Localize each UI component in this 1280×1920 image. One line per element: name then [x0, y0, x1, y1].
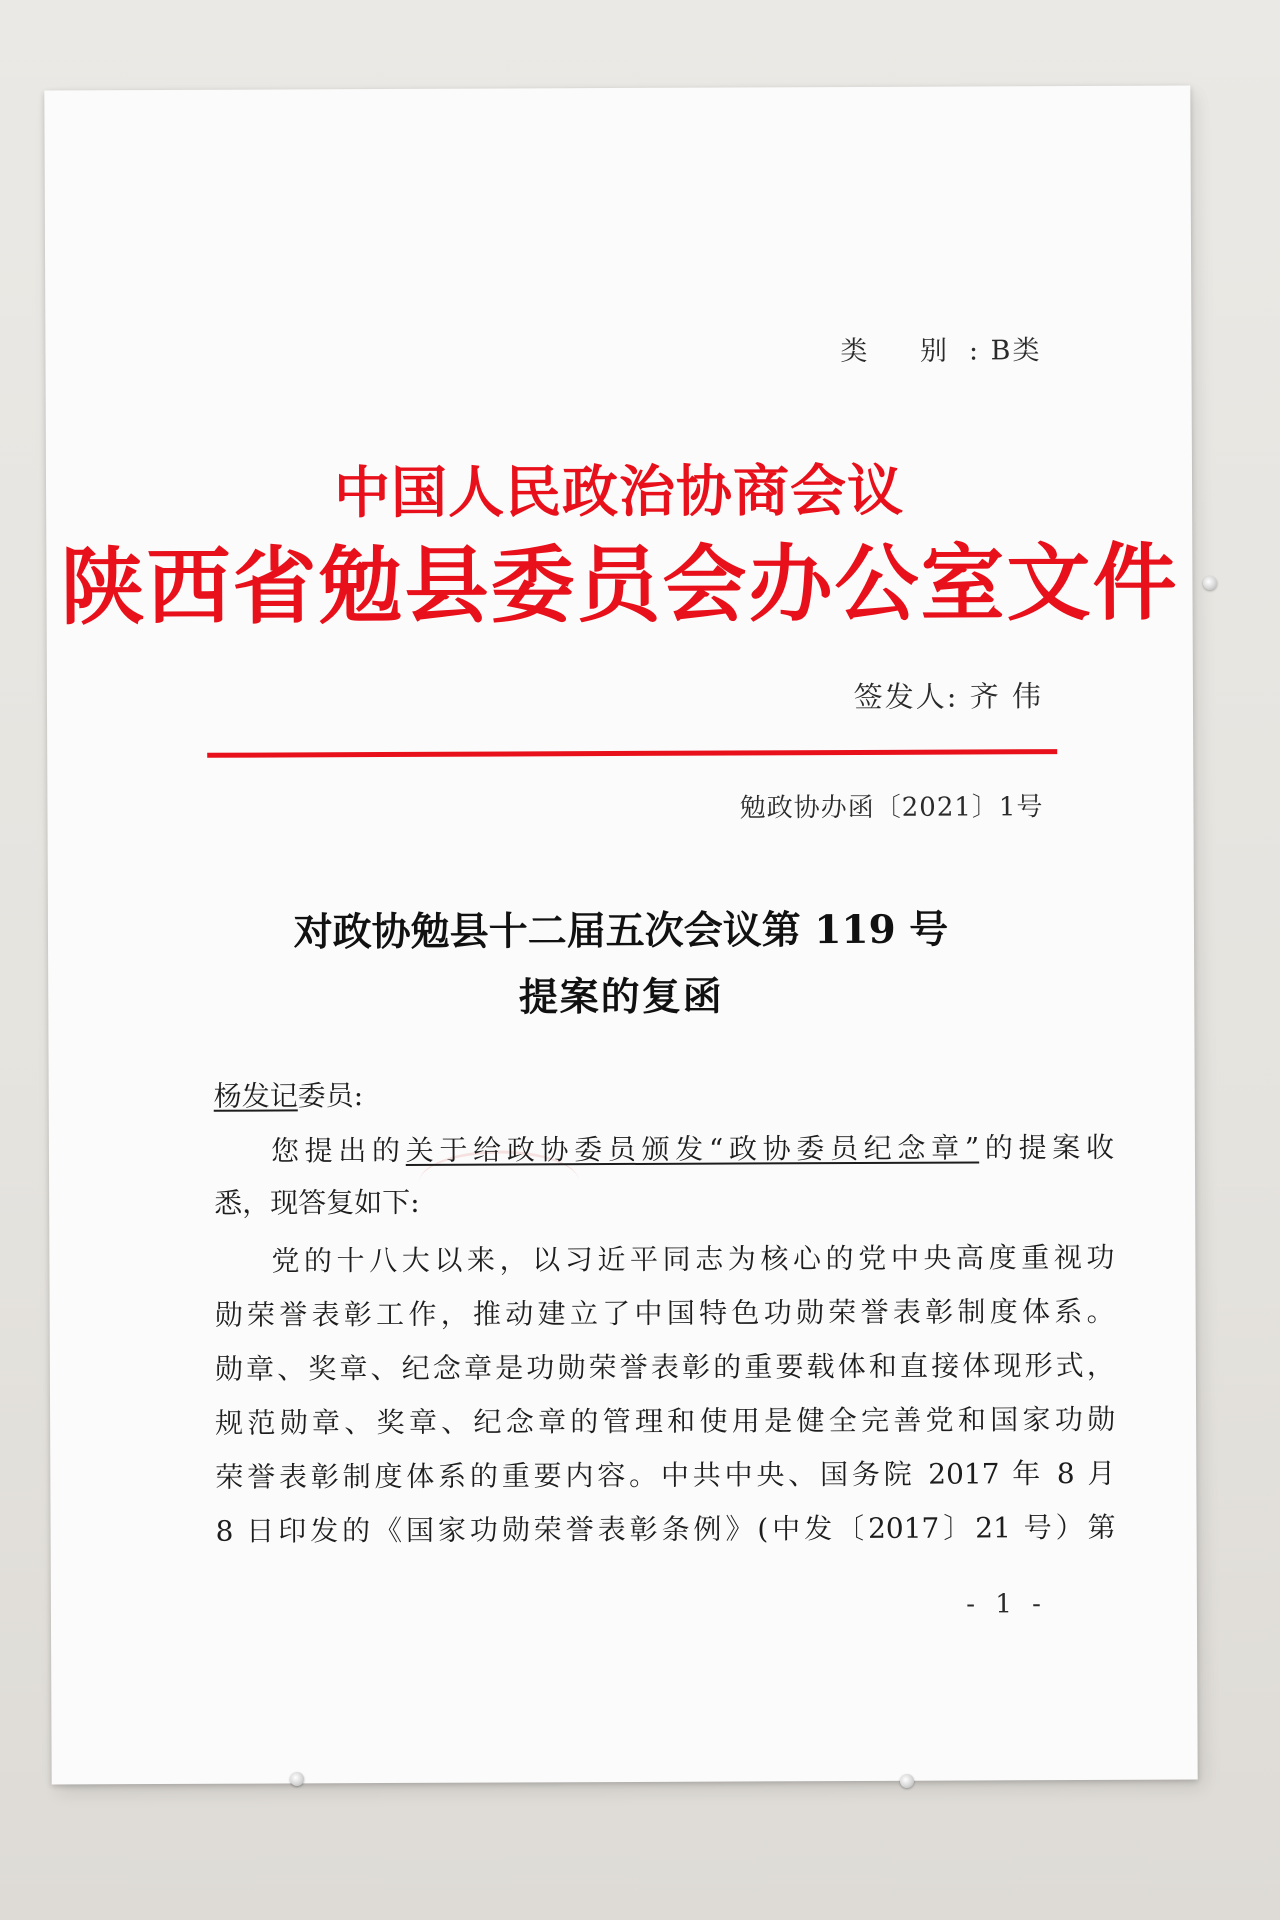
salutation-suffix: 委员:: [297, 1079, 364, 1113]
header-org-name: 中国人民政治协商会议: [333, 457, 905, 527]
red-divider-line: [207, 749, 1057, 758]
pin-tack: [1203, 576, 1217, 590]
pin-tack: [900, 1774, 914, 1788]
paragraph2-line: 8 日印发的《国家功勋荣誉表彰条例》(中发〔2017〕21 号）第: [215, 1510, 1116, 1548]
category-line: 类 别: B类: [840, 335, 1042, 368]
document-title-line1: 对政协勉县十二届五次会议第 119 号: [293, 906, 949, 956]
paragraph2-line: 规范勋章、奖章、纪念章的管理和使用是健全完善党和国家功勋: [215, 1402, 1116, 1440]
paragraph2-line: 勋章、奖章、纪念章是功勋荣誉表彰的重要载体和直接体现形式，: [214, 1348, 1115, 1386]
category-label: 类 别: [840, 335, 969, 368]
document-number: 勉政协办函〔2021〕1号: [739, 792, 1044, 824]
salutation-name: 杨发记: [213, 1079, 298, 1113]
para1-proposal-title: 关于给政协委员颁发“政协委员纪念章”: [405, 1131, 980, 1167]
para1-prefix: 您提出的: [270, 1133, 406, 1168]
category-value: B类: [990, 335, 1042, 367]
pin-tack: [290, 1772, 304, 1786]
page-number: - 1 -: [966, 1589, 1047, 1620]
header-office-title: 陕西省勉县委员会办公室文件: [60, 532, 1179, 637]
paragraph1-line1: [271, 1126, 1114, 1170]
signer-line: 签发人: 齐 伟: [853, 679, 1044, 714]
paragraph2-line: 党的十八大以来，以习近平同志为核心的党中央高度重视功: [271, 1240, 1115, 1278]
document-page: [44, 86, 1197, 1785]
paragraph2-line: 勋荣誉表彰工作，推动建立了中国特色功勋荣誉表彰制度体系。: [214, 1294, 1115, 1332]
document-title-line2: 提案的复函: [518, 973, 724, 1021]
salutation: [214, 1074, 364, 1115]
signer-name: 齐 伟: [969, 679, 1044, 714]
paragraph1-line2: 悉，现答复如下:: [214, 1185, 420, 1220]
paragraph2-line: 荣誉表彰制度体系的重要内容。中共中央、国务院 2017 年 8 月: [215, 1456, 1116, 1494]
para1-suffix: 的提案收: [979, 1130, 1114, 1165]
signer-label: 签发人: [853, 679, 947, 714]
